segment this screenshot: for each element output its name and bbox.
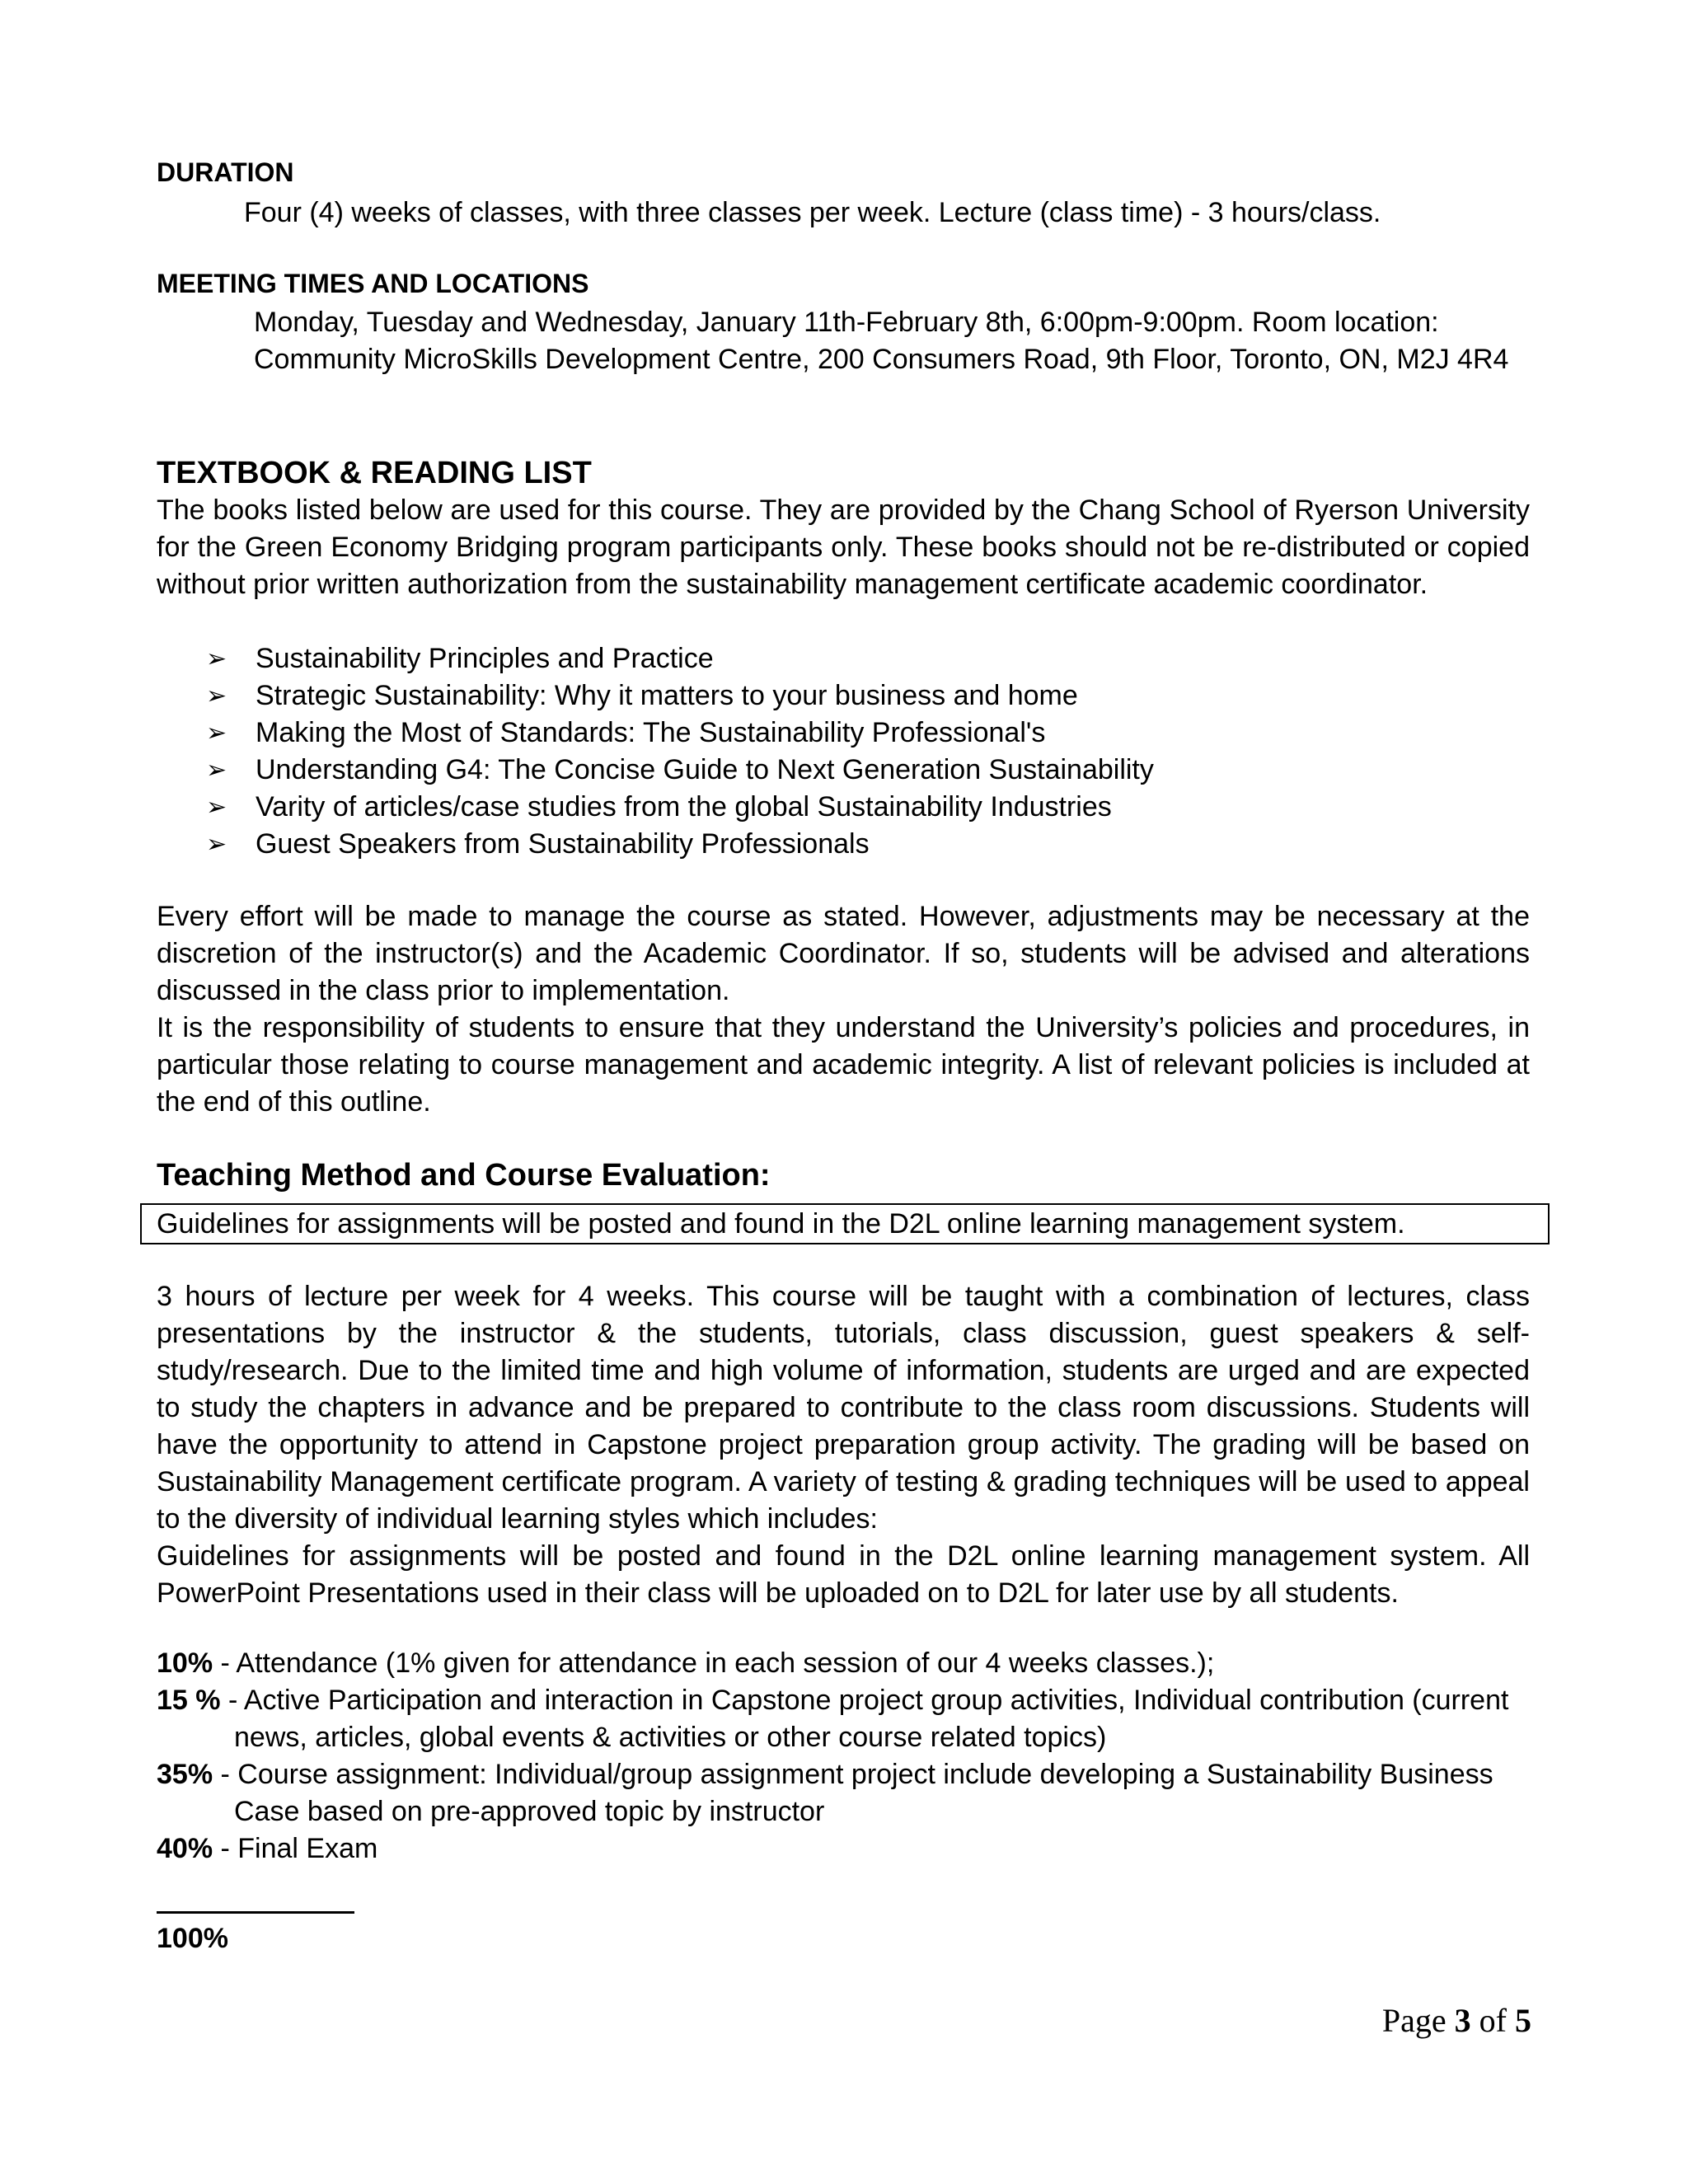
teaching-heading: Teaching Method and Course Evaluation: [157,1158,771,1193]
effort-paragraph [157,898,1530,1121]
grade-description: - Active Participation and interaction in Capstone project group activities, Individual contribution (current [220,1685,1509,1716]
list-item [206,715,1154,752]
list-item-label: Understanding G4: The Concise Guide to Next Generation Sustainability [256,754,1154,785]
grade-item [157,1830,1541,1868]
guidelines-text: Guidelines for assignments will be posted and found in the D2L online learning management system. All PowerPoint Presentations used in their class will be uploaded on to D2L for later use by all students. [157,1540,1530,1609]
meeting-line-1: Monday, Tuesday and Wednesday, January 11th-February 8th, 6:00pm-9:00pm. Room location: [254,307,1439,338]
duration-heading: DURATION [157,157,294,187]
arrow-bullet-icon: ➢ [206,719,227,748]
textbook-intro [157,492,1530,603]
grade-description-continued: news, articles, global events & activities or other course related topics) [234,1722,1107,1753]
arrow-bullet-icon: ➢ [206,830,227,859]
textbook-intro-text: The books listed below are used for this course. They are provided by the Chang School of Ryerson University for the Green Economy Bridging program participants only. These books should not be re-distributed or copied without prior written authorization from the sustainability management certificate academic coordinator. [157,494,1530,600]
list-item-label: Guest Speakers from Sustainability Professionals [256,828,870,860]
arrow-bullet-icon: ➢ [206,682,227,710]
textbook-heading: TEXTBOOK & READING LIST [157,456,592,490]
guidelines-box: Guidelines for assignments will be posted and found in the D2L online learning management system. [140,1203,1550,1244]
list-item [206,826,1154,863]
grade-item [157,1682,1541,1756]
page-word: Page [1381,2002,1447,2039]
grade-percent: 40% [157,1833,213,1864]
grade-description: - Final Exam [213,1833,378,1864]
grade-description: - Course assignment: Individual/group assignment project include developing a Sustainability Business [213,1759,1493,1790]
list-item [206,789,1154,826]
teaching-paragraph [157,1278,1530,1612]
effort-text: Every effort will be made to manage the course as stated. However, adjustments may be necessary at the discretion of the instructor(s) and the Academic Coordinator. If so, students will be advised and alterations discussed in the class prior to implementation. [157,901,1530,1006]
grade-item [157,1756,1541,1830]
grade-percent: 10% [157,1647,213,1679]
list-item [206,677,1154,715]
arrow-bullet-icon: ➢ [206,644,227,673]
list-item [206,752,1154,789]
grade-description-continued: Case based on pre-approved topic by instructor [234,1796,825,1827]
grade-description: - Attendance (1% given for attendance in each session of our 4 weeks classes.); [213,1647,1215,1679]
current-page: 3 [1454,2002,1471,2039]
responsibility-text: It is the responsibility of students to ensure that they understand the University’s policies and procedures, in particular those relating to course management and academic integrity. A list of relevant policies is included at the end of this outline. [157,1012,1530,1118]
of-word: of [1479,2002,1507,2039]
duration-text: Four (4) weeks of classes, with three classes per week. Lecture (class time) - 3 hours/class. [244,197,1381,228]
arrow-bullet-icon: ➢ [206,793,227,822]
grade-percent: 15 % [157,1685,221,1716]
list-item-label: Strategic Sustainability: Why it matters to your business and home [256,680,1078,711]
list-item-label: Sustainability Principles and Practice [256,643,714,674]
arrow-bullet-icon: ➢ [206,756,227,785]
grade-total: 100% [157,1923,228,1954]
list-item [206,640,1154,677]
teaching-text: 3 hours of lecture per week for 4 weeks. This course will be taught with a combination of lectures, class presentations by the instructor & the students, tutorials, class discussion, guest speakers & self-study/research. Due to the limited time and high volume of information, students are urged and are expected to study the chapters in advance and be prepared to contribute to the class room discussions. Students will have the opportunity to attend in Capstone project preparation group activity. The grading will be based on Sustainability Management certificate program. A variety of testing & grading techniques will be used to appeal to the diversity of individual learning styles which includes: [157,1281,1530,1535]
total-pages: 5 [1515,2002,1531,2039]
total-divider [157,1911,354,1914]
meeting-line-2: Community MicroSkills Development Centre, 200 Consumers Road, 9th Floor, Toronto, ON, M2J 4R4 [254,344,1509,375]
reading-list [206,640,1154,863]
meeting-heading: MEETING TIMES AND LOCATIONS [157,269,589,298]
grade-percent: 35% [157,1759,213,1790]
page-number [1382,2001,1531,2040]
list-item-label: Making the Most of Standards: The Sustainability Professional's [256,717,1046,748]
list-item-label: Varity of articles/case studies from the global Sustainability Industries [256,791,1112,823]
grade-item [157,1645,1541,1682]
